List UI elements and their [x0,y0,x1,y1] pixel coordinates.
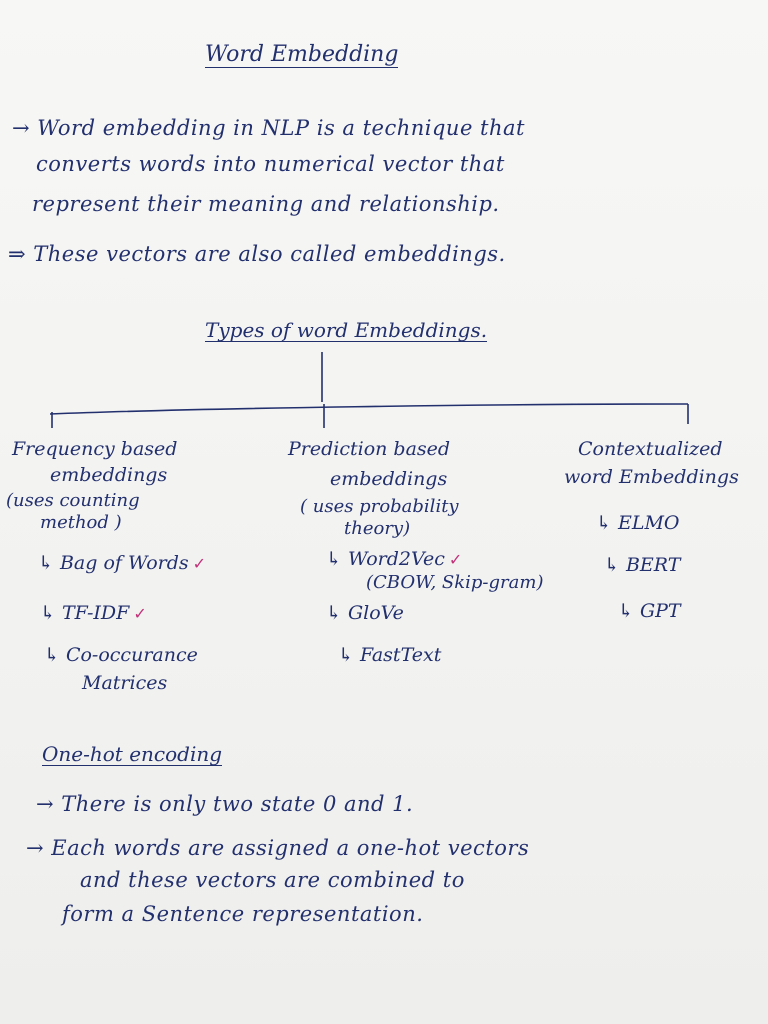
prediction-heading-line-4: theory) [344,518,411,539]
prediction-item-glove: ↳ GloVe [326,602,404,624]
frequency-item-co-occurance: ↳ Co-occurance [44,644,198,666]
contextualized-heading-line-1: Contextualized [578,438,723,460]
one-hot-heading: One-hot encoding [42,742,223,766]
contextualized-item-gpt: ↳ GPT [618,600,681,622]
intro-line-2: converts words into numerical vector that [36,152,505,176]
frequency-heading-line-1: Frequency based [12,438,178,460]
one-hot-line-1: → There is only two state 0 and 1. [36,792,414,816]
frequency-heading-line-3: (uses counting [6,490,140,511]
intro-line-1: → Word embedding in NLP is a technique that [12,116,525,140]
frequency-item-label: ↳ Bag of Words [38,552,189,574]
intro-line-4: ⇒ These vectors are also called embeddings. [8,242,506,266]
frequency-item-bag-of-words [38,554,206,573]
checkmark-icon: ✓ [192,554,207,573]
types-heading: Types of word Embeddings. [205,318,488,342]
contextualized-item-elmo: ↳ ELMO [596,512,680,534]
one-hot-line-3: and these vectors are combined to [80,868,465,892]
prediction-heading-line-2: embeddings [330,468,448,490]
prediction-item-label: ↳ Word2Vec [326,548,445,570]
intro-line-3: represent their meaning and relationship. [32,192,500,216]
checkmark-icon: ✓ [133,604,147,623]
frequency-heading-line-2: embeddings [50,464,168,486]
contextualized-heading-line-2: word Embeddings [564,466,739,488]
prediction-item-cbow-skipgram: (CBOW, Skip-gram) [366,572,544,593]
frequency-item-label: ↳ TF-IDF [40,602,130,624]
one-hot-line-2: → Each words are assigned a one-hot vectors [26,836,530,860]
prediction-item-fasttext: ↳ FastText [338,644,442,666]
frequency-heading-line-4: method ) [40,512,122,533]
page-title: Word Embedding [205,42,399,67]
one-hot-line-4: form a Sentence representation. [62,902,424,926]
frequency-item-matrices: Matrices [82,672,168,694]
prediction-heading-line-3: ( uses probability [300,496,459,517]
prediction-item-word2vec [326,550,462,569]
frequency-item-tf-idf [40,604,147,623]
checkmark-icon: ✓ [448,550,463,569]
prediction-heading-line-1: Prediction based [288,438,451,460]
contextualized-item-bert: ↳ BERT [604,554,681,576]
